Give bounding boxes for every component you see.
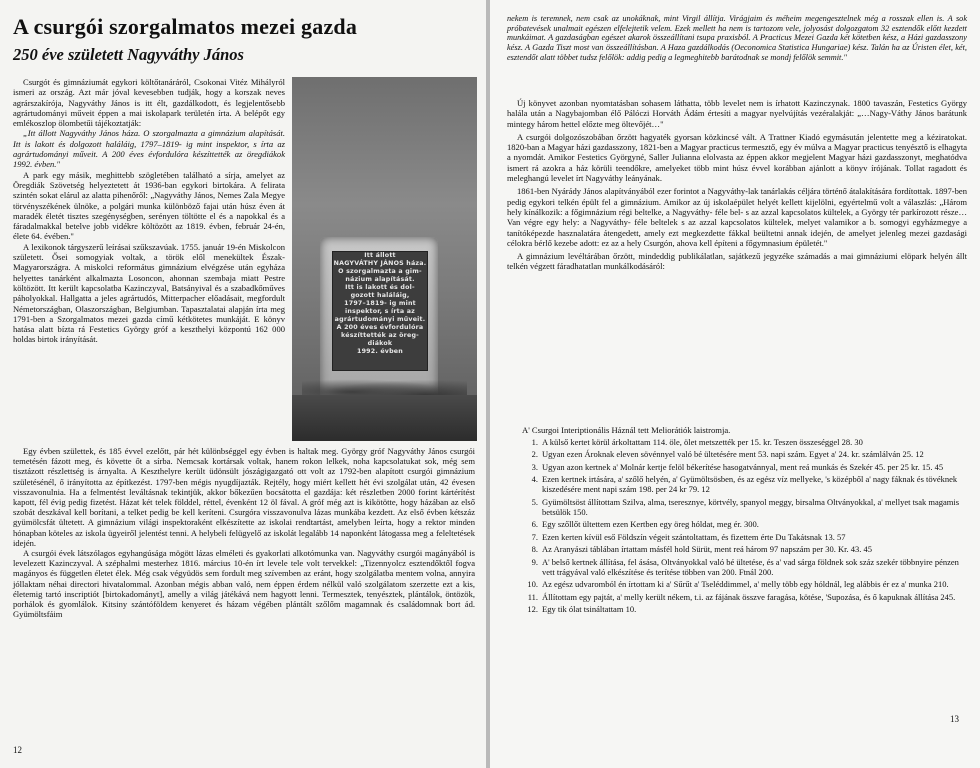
plaque-line: 1797–1819- ig mint	[344, 300, 416, 307]
list-item	[522, 579, 967, 589]
list-item-number: 3.	[531, 461, 538, 472]
list-item-text: Az Aranyászi táblában írtattam másfél hold Sürüt, ment reá három 97 napszám per 30. Kr. 43. 45	[542, 544, 872, 555]
photo-ground	[292, 395, 477, 441]
list-item-text: Egy szőllőt ültettem ezen Kertben egy öreg hóldat, meg ér. 300.	[542, 519, 759, 530]
list-item-text: A' belső kertnek állítása, fel ásása, Oltványokkal való bé ültetése, és a' vad sárga földnek sok száz szekér többnyire pénzen vett trágyával való elkészítése és terítése többen van 200. Ftnál 200.	[542, 556, 959, 577]
paragraph: Egy évben születtek, és 185 évvel ezelőtt, pár hét különbséggel egy évben is haltak meg. György gróf Nagyváthy János csurgói temetésén fázott meg, és követte őt a sírba. Nemcsak kortársak voltak, hanem rokon lelkek, noha kapcsolatukat sok, még sem tisztázott részlettség is árnyalta. A Keszthelyre került üdönsült jószágigazgató ott volt az 1792-ben alapított csurgói gimnázium születésénél, ő irányította az építkezést. 1797-ben mégis nyugdíjazták. Rejtély, hogy miért kellett hét évi szolgálat után, 42 évesen visszavonulnia. Ha a felmentést leváltásnak tekintjük, akkor bőkezűen bocsátotta el gazdája: két részletben 2000 forint kártérítést kapott, fél évig pedig fizetést. Házat két telek földdel, réttel, évenként 12 öl fával. A gróf még azt is kikötötte, hogy házában az első szobát deszkával kell borítani, a telket pedig be kell keríteni. Csurgóra visszavonulva lázas munkába kezdett. Az első évben kétszáz gyümölcsfát ültetett. A gimnázium világi inspektoraként elkészítette az iskolai rendtartást, amelyben leírta, hogy a rektor minden hónapban köteles az iskola ügyeiről jelentést tenni. A helybeli felügyelő az iskolát legalább 14 naponként látogassa meg a feleltetések idején.	[13, 446, 475, 548]
list-item-number: 5.	[531, 496, 538, 507]
list-item	[522, 544, 967, 554]
list-item-number: 1.	[531, 437, 538, 447]
list-item	[522, 519, 967, 529]
page-number-left: 12	[13, 745, 22, 755]
plaque-line: názium alapítását.	[345, 276, 415, 283]
paragraph: Új könyvet azonban nyomtatásban sohasem láthatta, több levelet nem is írhatott Kazinczynak. 1800 tavaszán, Festetics György halála után a Nagybajomban élő Pálóczi Horváth Ádám értesíti a magyar nyelvújítás vezéralakját: „…Nagy-Váthy János barátunk mintegy három hettel előzte meg öltevőjét…"	[507, 98, 967, 129]
list-item	[522, 592, 967, 602]
plaque-line: Itt is lakott és dol-	[345, 284, 415, 291]
left-page	[0, 0, 486, 768]
list-item-text: Ugyan ezen Ároknak eleven sövénnyel való bé ültetésére ment 53. napi szám. Egyet a' 24. kr. számlálván 25. 12	[542, 449, 924, 460]
list-item	[522, 449, 967, 459]
list-item	[522, 604, 967, 614]
plaque-line: O szorgalmazta a gim-	[338, 268, 422, 275]
list-item-text: Ugyan azon kertnek a' Molnár kertje felöl békerítése hasogatvánnyal, ment reá munkás és Szekér 45. per 25 kr. 15. 45	[542, 461, 944, 472]
list-item-number: 2.	[531, 449, 538, 460]
list-item-text: Az egész udvaromból én írtottam ki a' Sűrűt a' Tseléddimmel, a' melly több egy hóldnál, leg alábbis ér ez a' munka 210.	[542, 579, 949, 590]
list-item-text: Ezen kertnek irtására, a' szőlő helyén, a' Gyümöltsösben, és az egész víz mellyeke, 's középből a' nagy fáknak és tövéknek kiszedésére ment napi szám 198. per 24 kr 79. 12	[542, 474, 958, 495]
paragraph: A lexikonok tárgyszerű leírásai szűkszavúak. 1755. január 19-én Miskolcon született. Ősei somogyiak voltak, a török elől menekültek Észak-Magyarországra. A miskolci református gimnázium elvégzése után egyházа helyettes tanárként alkalmazta Losoncon, ahonnan szembaja miatt Pestre költözött. Itt került kapcsolatba Kazinczyval, Batsányival és a szabadkőműves páholyokkal. Hallgatta a jeles agrártudós, Mitterpacher előadásait, megfordult Németországban, Olaszországban, Belgiumban. Tapasztalatai alapján írta meg 1791-ben a Szorgalmatos mezei gazda című kétkötetes munkáját. E könyv hatása alatt bízta rá Festetics György gróf a keszthelyi központú 162 000 holdas birtok irányítását.	[13, 241, 285, 345]
article-title: A csurgói szorgalmatos mezei gazda	[13, 14, 358, 39]
paragraph: A csurgói évek látszólagos egyhangúsága mögött lázas elméleti és gyakorlati alkotómunka van. Nagyváthy csurgói magányából is levelezett Kazinczyval. A széphalmi mesterhez 1816. március 10-én írt levele tele volt tervekkel: „Tizennyolcz esztendőktől fogva magányos és független életet élek. Még csak végyüdös sem fordult meg szívemben az eránt, hogy szolgálatba mentem volna, annyira jóllaktam néhai directori hivatalommal. Azonban mégis abban való, nem éppen érdem nélkül való szolgálatom szerzette ezt a kis, életemig tartó inscriptiót [birtokadományt], amelly a világ játékává nem hagyott lenni. Termesztek, tenyésztek, plántálok, öntözök, porhálok és gyomlálok. Kitsiny szántóföldem kenyeret és házam végében plántált szőlőm magamnak és családomnak bort ád. Gyümöltsfáim	[13, 548, 475, 620]
list-item	[522, 437, 967, 447]
list-item-text: Állítottam egy pajtát, a' melly került nékem, t.i. az fájának összve faragása, kötése, 'Supozása, és ő kapuknak állítása 245.	[542, 591, 956, 602]
right-body-text	[507, 98, 967, 275]
plaque-line: készíttették az öreg-	[341, 332, 419, 339]
plaque-line: 1992. évben	[357, 348, 403, 355]
plaque-line: inspektor, s írta az	[344, 308, 416, 315]
paragraph: A park egy másik, meghittebb szögletében található a sírja, amelyet az Öregdiák Szövetség helyeztetett át 1936-ban egykori birtokára. A felirata szintén sokat elárul az alatta pihenőről: „Nagyváthy János, Nemes Zala Megye törvényszékének ülnöke, a polgári munka különböző fajai után húsz éven át maradék életét tisztes szegénységben, serényen töltötte el és a napokkal és a fáradalmakkal betelve jobb vidékre költözött az 1819. évben, február 24-én, élete 64. évében."	[13, 169, 285, 242]
list-item	[522, 462, 967, 472]
plaque-line: gozott haláláig,	[350, 292, 410, 299]
left-column-text	[13, 77, 285, 345]
list-item	[522, 532, 967, 542]
list-item-text: Egy tik ólat tsináltattam 10.	[542, 603, 637, 614]
letter-quote-continuation: nekem is teremnek, nem csak az unokáknak, mint Virgil állítja. Virágjaim és méheim megengesztelnek még a rosszak ellen is. A sok próbatevések unalmait egészen elfelejtetik velem. Ezek mellett ha nem is tartozom vele, jolyosást dolgozgatom 32 esztendők előtt kezdett munkáimat. A gazdaságban egészet akarok összeállítani tsupa praxisból. A Practicus Mezei Gazda két kötetben kész, a Házi gazdasszony kész. A Gazda Tiszt most van összeállításban. A Haza gazdálkodás (Oeconomica Statistica Hungariae) kész. Talán ha az Úristen élet, két, esztendőt alatt többet tudsz felőlök: addig pedig a legmeghitebb barátodnak se mondj felőlök semmit."	[507, 14, 967, 62]
article-subtitle: 250 éve született Nagyváthy János	[13, 45, 244, 64]
plaque-line: Itt állott	[364, 252, 396, 259]
paragraph: A csurgói dolgozószobában őrzött hagyaték gyorsan közkincsé vált. A Trattner Kiadó egymásután jelentette meg a kéziratokat. 1820-ban a Magyar házi gazdasszony, 1821-ben a Magyar practicus termesztő, egy év múlva a Magyar practicus tenyésztő is elhagyta a nyomdát. Amikor Festetics Györgyné, Saller Julianna elolvasta az éppen akkor megjelent Magyar házi gazdasszonyt, meghatódva ismert rá azokra a ház körüli teendőkre, amelyeket több mint húsz évvel korábban ajánlott a könyv írójának. Tollat ragadott és meleghangú levelet írt Nagyváthy leányának.	[507, 131, 967, 184]
plaque-line: diákok	[367, 340, 393, 347]
list-item-number: 9.	[531, 556, 538, 567]
list-item-number: 7.	[531, 531, 538, 542]
list-item-text: A külső kertet körül árkoltattam 114. öle, ölet metszették per 15. kr. Teszen összeséggel 28. 30	[542, 437, 863, 447]
list-item-text: Gyümöltsöst állítottam Szilva, alma, tseresznye, körtvély, spanyol meggy, birsalma Oltványokkal, a' mellyet tsak magamis betsülök 150.	[542, 496, 960, 517]
list-item-number: 10.	[527, 579, 538, 590]
memorial-stone-photo	[292, 77, 477, 441]
list-item-number: 4.	[531, 474, 538, 485]
list-item-number: 6.	[531, 519, 538, 530]
paragraph: 1861-ben Nyárády János alapítványából ezer forintot a Nagyváthy-lak tanárlakás céljára történő átalakítására fordítottak. 1897-ben pedig egykori telkén épült fel a gimnázium. Amikor az új iskolaépület helyét kellett kijelölni, egyértelmű volt a válaszlás: „Három hely kínálkozik: a főgimnázium régi beltelke, a Nagyváthy- féle bel- s az azzal kapcsolatos kültelek, a György tér parkírozott része… Van végre egy hely: a Nagyváthy- féle beltelek s az azzal kapcsolatos kültelek, melyet valamikor a b. somogyi egyházmegye a tanítóképezde hasznalatára átengedett, amely ezt megkezdette fákkal beültetni annak idején, de amelyet jelenleg mezei gazdasági célokra bérlő kezebe adott: ez az a hely Csurgón, ahova kell építeni a főgymnasium épületét."	[507, 186, 967, 248]
page-number-right: 13	[950, 714, 959, 724]
right-top-quote	[507, 14, 967, 63]
plaque-line: NAGYVÁTHY JÁNOS háza.	[333, 260, 427, 267]
meliorations-list	[522, 437, 967, 616]
list-item-number: 11.	[527, 591, 538, 602]
plaque-line: agrártudományi műveit.	[334, 316, 426, 323]
list-item	[522, 497, 967, 517]
paragraph: A gimnázium levéltárában őrzött, mindeddig publikálatlan, sajátkezű jegyzéke számadás a mai gimnáziumi elöpark helyén állt telkén végzett fáradhatatlan munkálkodásáról:	[507, 251, 967, 272]
left-full-width-text	[13, 446, 475, 619]
list-heading: A' Csurgoi Interiptionális Háznál tett Meliorátiók laistromja.	[522, 425, 731, 435]
list-item	[522, 557, 967, 577]
list-item-number: 8.	[531, 544, 538, 555]
list-item-number: 12.	[527, 603, 538, 614]
plaque-line: A 200 éves évfordulóra	[336, 324, 424, 331]
list-item-text: Ezen kerten kívül eső Földszín végeit szántoltattam, és fizettem érte Du Takátsnak 13. 57	[542, 531, 846, 542]
paragraph: Csurgót és gimnáziumát egykori költőtanáráról, Csokonai Vitéz Mihályról ismeri az ország. Azt már jóval kevesebben tudják, hogy a korszak neves agrárszakírója, Nagyváthy János is itt élt, gazdálkodott, és legjelentősebb agrártudományi műveit éppen a mai iskolapark területén írta. A belépőt egy emlékoszlop ölombetűi tájékoztatják:	[13, 77, 285, 129]
paragraph: „Itt állott Nagyváthy János háza. O szorgalmazta a gimnázium alapítását. Itt is lakott és dolgozott haláláig, 1797–1819- ig mint inspektor, s írta az agrártudományi műveit. A 200 éves évfordulóra készíttették az öregdiákok 1992. évben."	[13, 128, 285, 170]
memorial-plaque	[332, 251, 428, 371]
list-item	[522, 474, 967, 494]
